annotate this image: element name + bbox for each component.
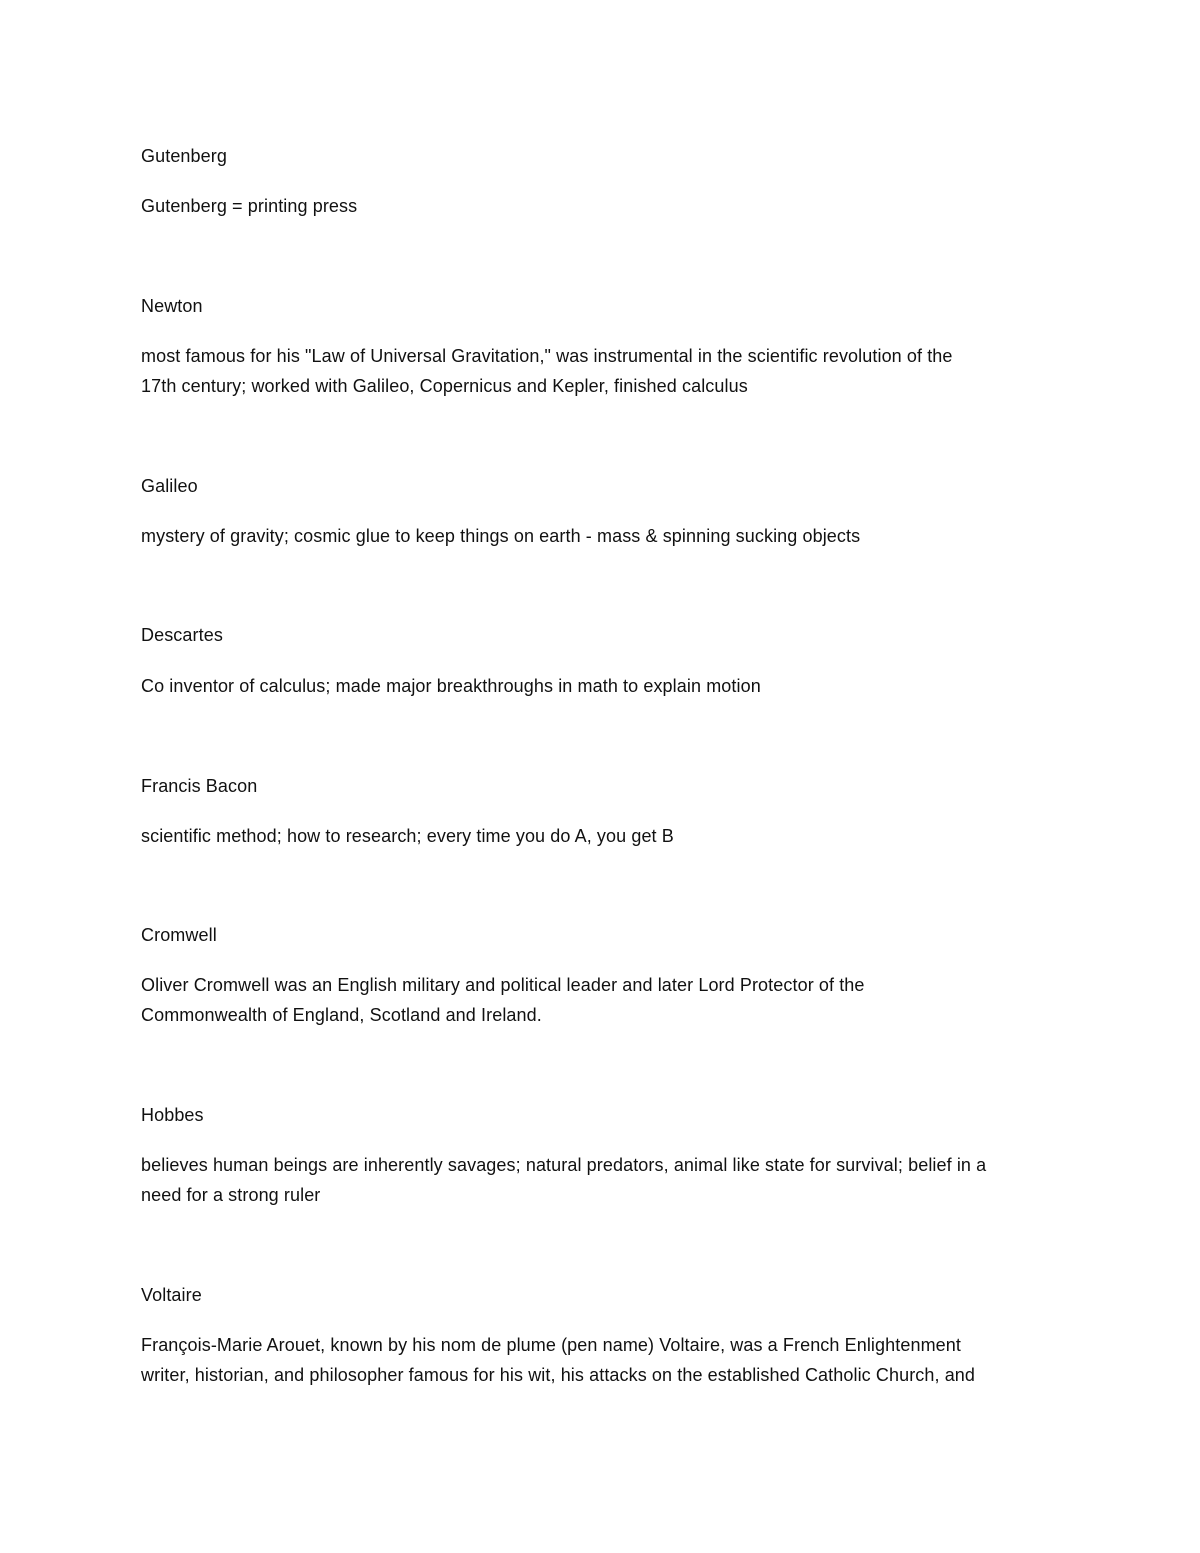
term-francis-bacon: Francis Bacon	[141, 776, 258, 796]
term-gutenberg: Gutenberg	[141, 146, 227, 166]
definition-hobbes-line-1: believes human beings are inherently savages; natural predators, animal like state for survival; belief in a	[141, 1155, 987, 1175]
term-cromwell: Cromwell	[141, 925, 217, 945]
definition-gutenberg-line-1: Gutenberg = printing press	[141, 196, 358, 216]
term-newton: Newton	[141, 296, 203, 316]
definition-hobbes-line-2: need for a strong ruler	[141, 1185, 321, 1205]
definition-descartes-line-1: Co inventor of calculus; made major breakthroughs in math to explain motion	[141, 676, 761, 696]
definition-francis-bacon-line-1: scientific method; how to research; every time you do A, you get B	[141, 826, 674, 846]
definition-cromwell-line-1: Oliver Cromwell was an English military and political leader and later Lord Protector of the	[141, 975, 865, 995]
term-voltaire: Voltaire	[141, 1285, 202, 1305]
definition-newton-line-2: 17th century; worked with Galileo, Copernicus and Kepler, finished calculus	[141, 376, 748, 396]
term-descartes: Descartes	[141, 625, 223, 645]
definition-newton-line-1: most famous for his "Law of Universal Gravitation," was instrumental in the scientific revolution of the	[141, 346, 953, 366]
term-galileo: Galileo	[141, 476, 198, 496]
term-hobbes: Hobbes	[141, 1105, 204, 1125]
definition-cromwell-line-2: Commonwealth of England, Scotland and Ireland.	[141, 1005, 542, 1025]
definition-voltaire-line-2: writer, historian, and philosopher famous for his wit, his attacks on the established Catholic Church, and	[141, 1365, 976, 1385]
definition-galileo-line-1: mystery of gravity; cosmic glue to keep things on earth - mass & spinning sucking objects	[141, 526, 861, 546]
definition-voltaire-line-1: François-Marie Arouet, known by his nom de plume (pen name) Voltaire, was a French Enlightenment	[141, 1335, 961, 1355]
